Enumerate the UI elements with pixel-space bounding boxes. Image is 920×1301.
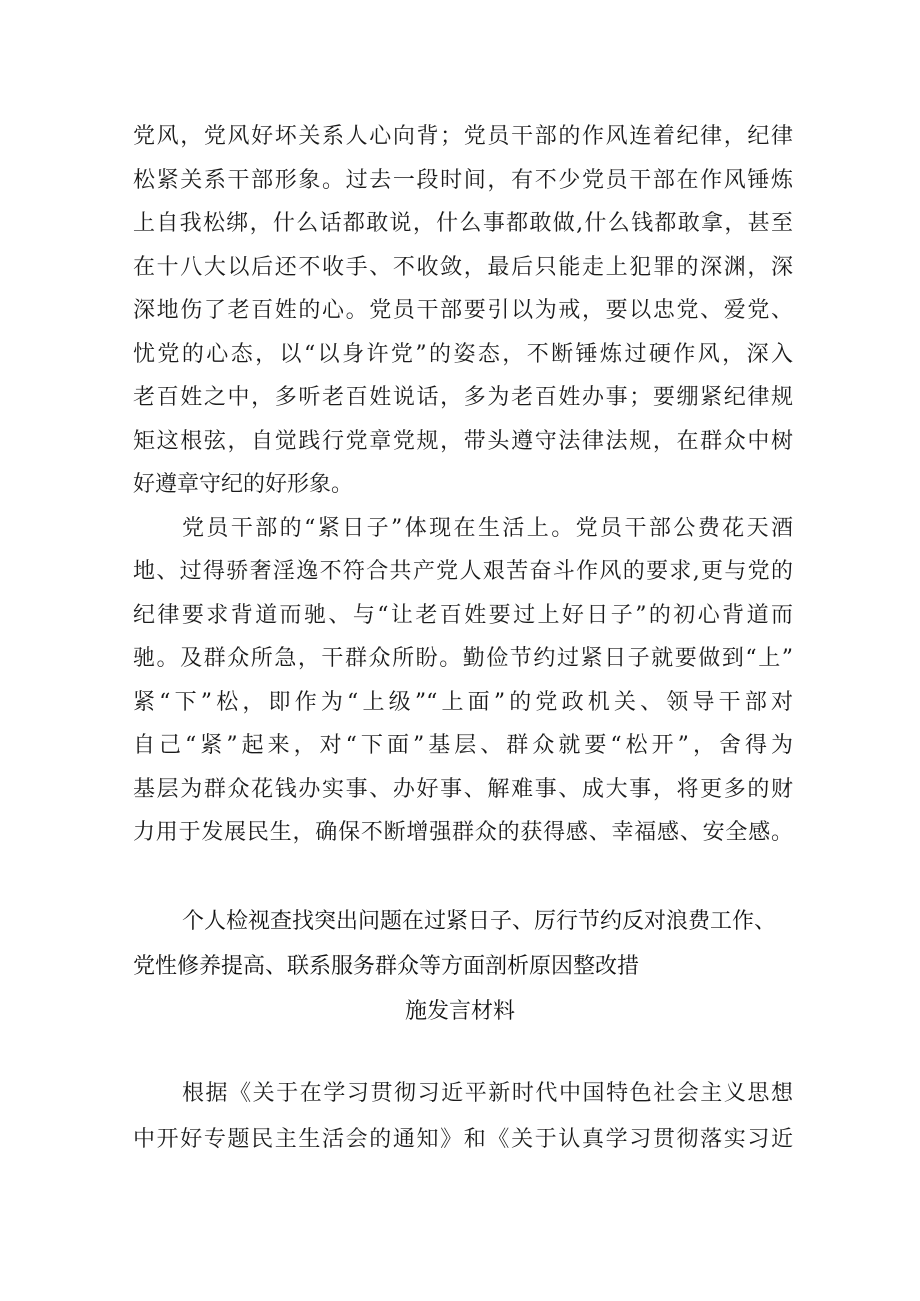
text-line: 中开好专题民主生活会的通知》和《关于认真学习贯彻落实习近: [133, 1127, 793, 1152]
text-line: 老百姓之中，多听老百姓说话，多为老百姓办事；要绷紧纪律规: [133, 385, 793, 410]
heading-line: 党性修养提高、联系服务群众等方面剖析原因整改措: [133, 954, 640, 979]
text-line: 党风，党风好坏关系人心向背；党员干部的作风连着纪律，纪律: [133, 124, 793, 149]
text-line: 深地伤了老百姓的心。党员干部要引以为戒，要以忠党、爱党、: [133, 298, 793, 323]
text-line: 力用于发展民生，确保不断增强群众的获得感、幸福感、安全感。: [133, 820, 793, 845]
text-line: 驰。及群众所急，干群众所盼。勤俭节约过紧日子就要做到“上”: [133, 646, 793, 671]
text-line: 自己“紧”起来，对“下面”基层、群众就要“松开”，舍得为: [133, 733, 793, 758]
heading-line: 施发言材料: [405, 999, 516, 1024]
text-line: 根据《关于在学习贯彻习近平新时代中国特色社会主义思想: [182, 1081, 793, 1106]
text-line: 矩这根弦，自觉践行党章党规，带头遵守法律法规，在群众中树: [133, 429, 793, 454]
text-line: 基层为群众花钱办实事、办好事、解难事、成大事，将更多的财: [133, 777, 793, 802]
text-line: 紧“下”松，即作为“上级”“上面”的党政机关、领导干部对: [133, 690, 793, 715]
text-line: 党员干部的“紧日子”体现在生活上。党员干部公费花天酒: [182, 516, 793, 541]
text-line: 纪律要求背道而驰、与“让老百姓要过上好日子”的初心背道而: [133, 603, 793, 628]
text-line: 松紧关系干部形象。过去一段时间，有不少党员干部在作风锤炼: [133, 168, 793, 193]
text-line: 上自我松绑，什么话都敢说，什么事都敢做,什么钱都敢拿，甚至: [133, 211, 793, 236]
text-line: 在十八大以后还不收手、不收敛，最后只能走上犯罪的深渊，深: [133, 255, 793, 280]
text-line: 地、过得骄奢淫逸不符合共产党人艰苦奋斗作风的要求,更与党的: [133, 559, 793, 584]
text-line: 好遵章守纪的好形象。: [133, 472, 354, 497]
heading-line: 个人检视查找突出问题在过紧日子、厉行节约反对浪费工作、: [182, 909, 777, 934]
text-line: 忧党的心态，以“以身许党”的姿态，不断锤炼过硬作风，深入: [133, 342, 793, 367]
